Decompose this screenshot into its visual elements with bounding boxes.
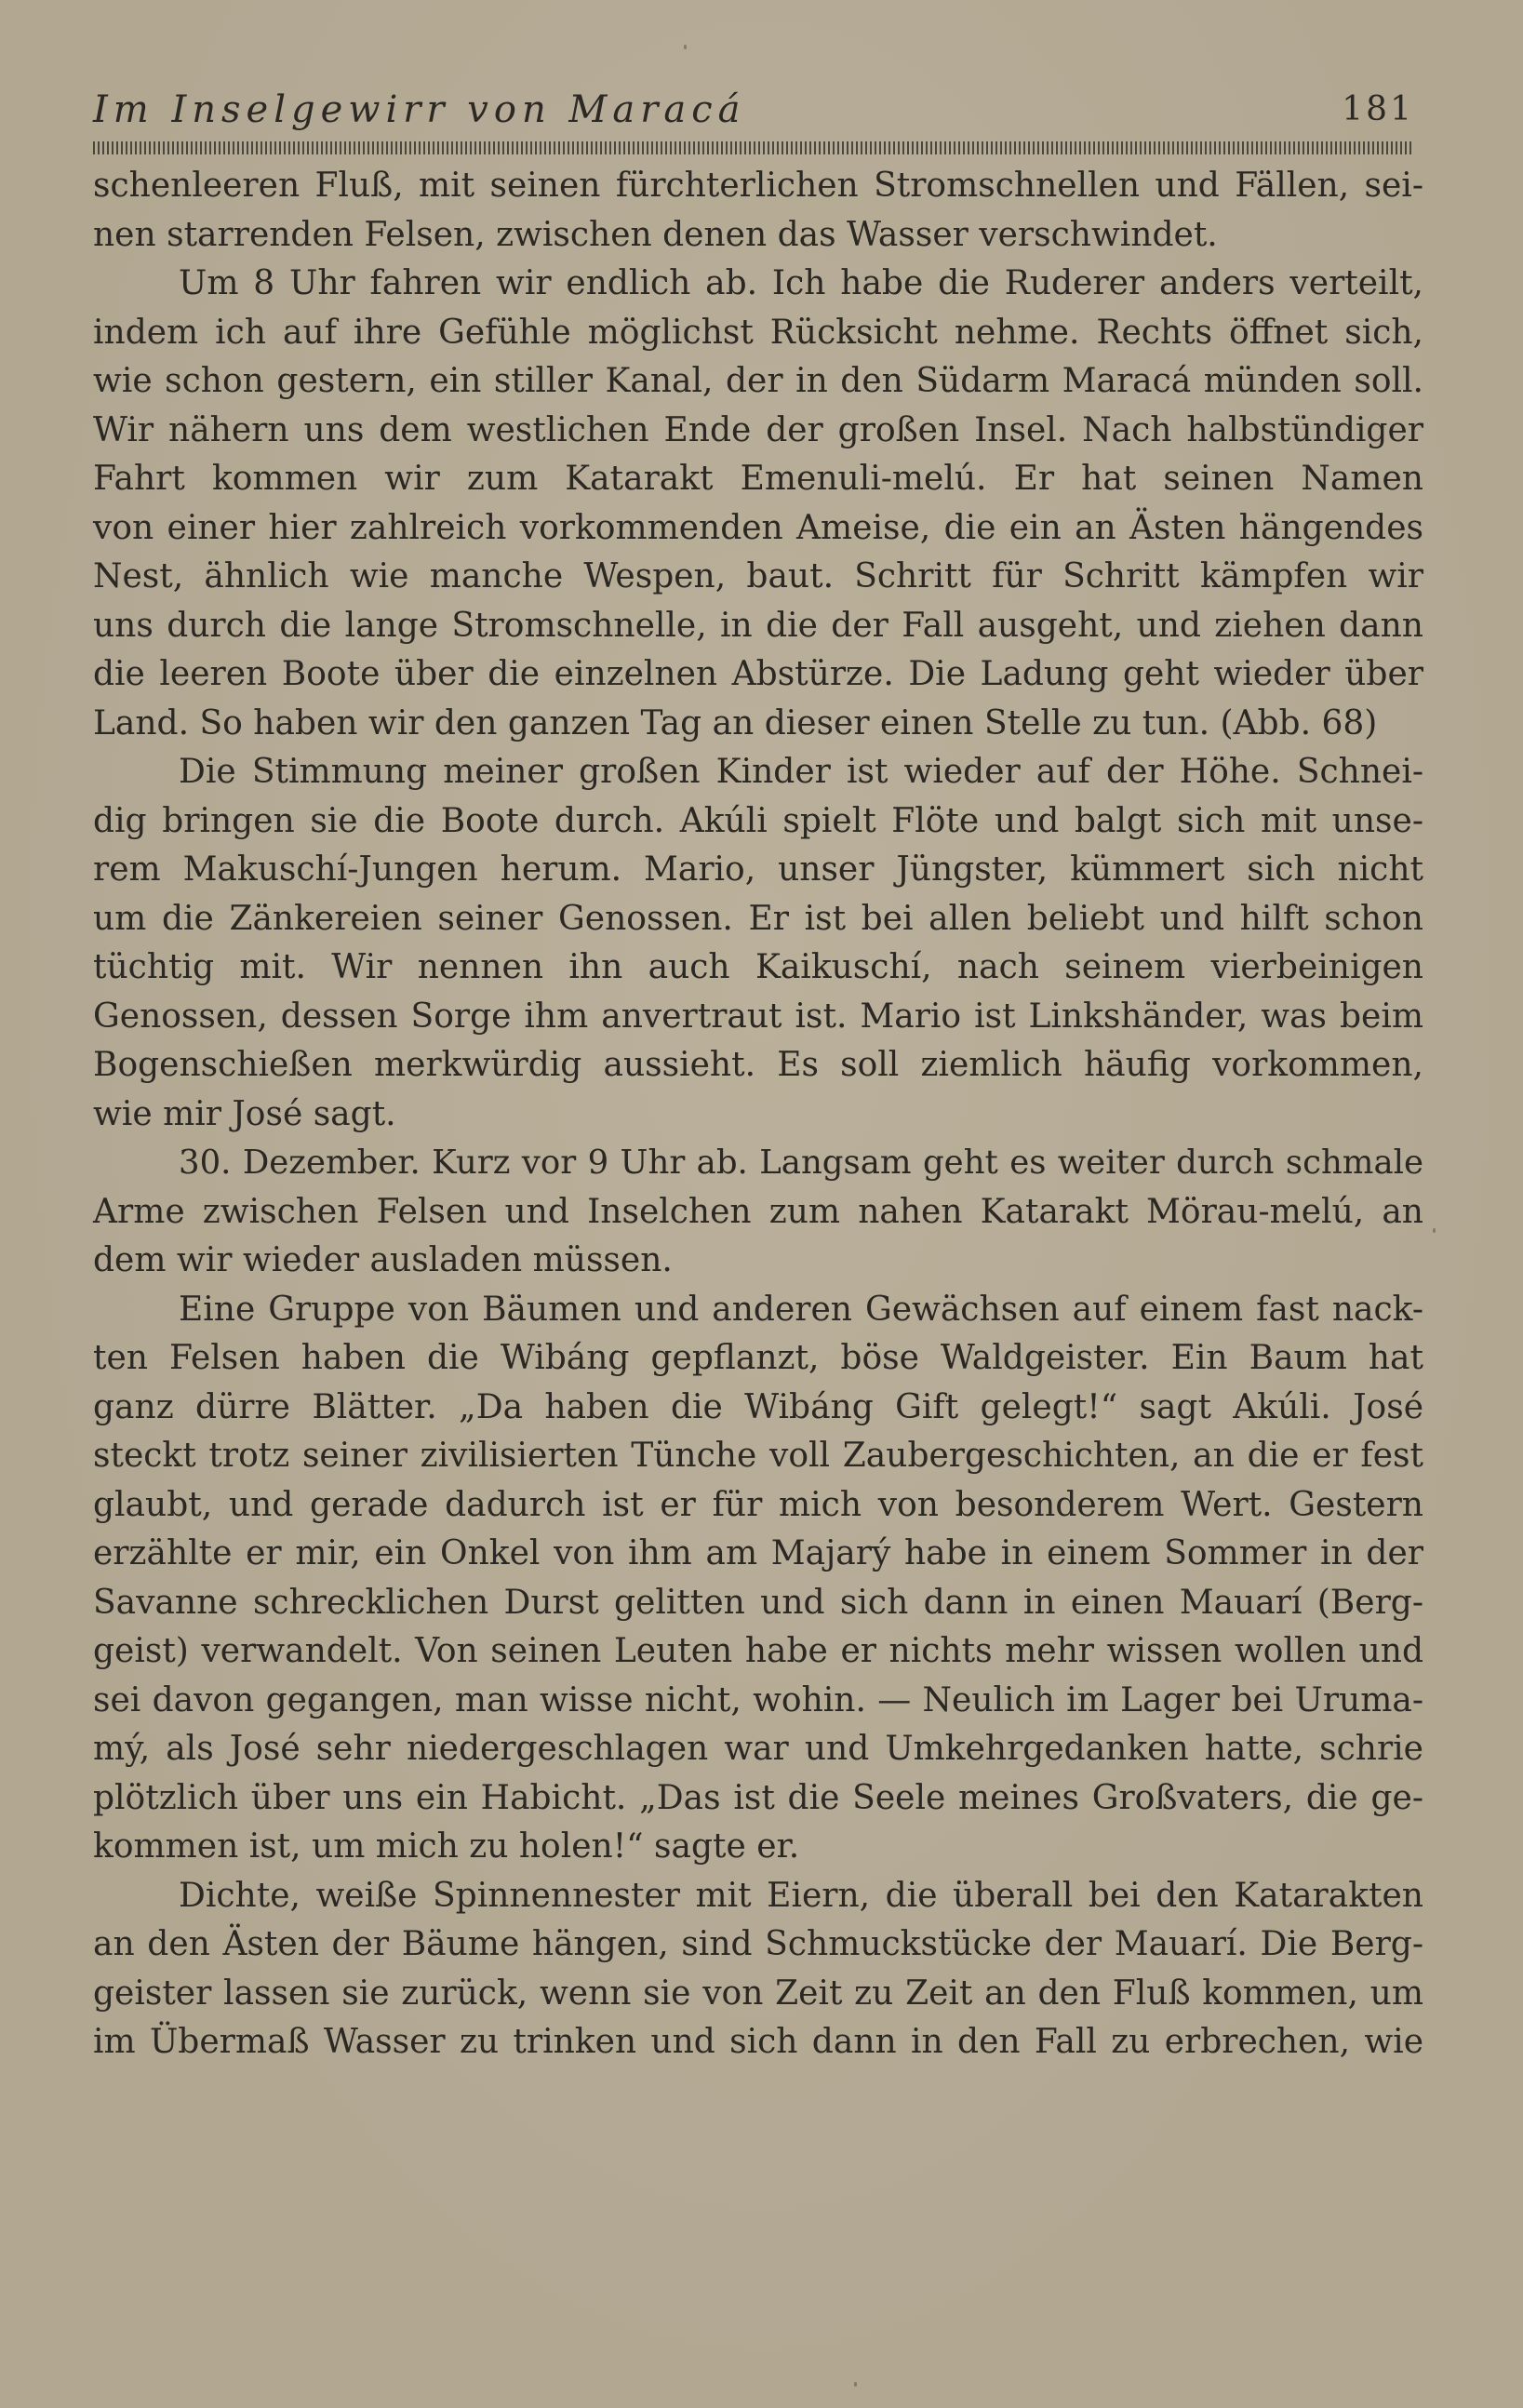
- text-line: nen starrenden Felsen, zwischen denen das Wasser verschwindet.: [93, 215, 1218, 254]
- text-line: Nest, ähnlich wie manche Wespen, baut. Schritt für Schritt kämpfen wir: [93, 557, 1423, 595]
- running-head: [93, 88, 1414, 144]
- text-line: im Übermaß Wasser zu trinken und sich dann in den Fall zu erbrechen, wie: [93, 2023, 1423, 2061]
- page-number: 181: [1342, 90, 1414, 128]
- paper-speck: [684, 45, 687, 49]
- header-rule: [93, 141, 1414, 154]
- text-line: kommen ist, um mich zu holen!“ sagte er.: [93, 1827, 800, 1866]
- text-line: glaubt, und gerade dadurch ist er für mich von besonderem Wert. Gestern: [93, 1485, 1423, 1524]
- text-line: ten Felsen haben die Wibáng gepflanzt, böse Waldgeister. Ein Baum hat: [93, 1339, 1423, 1377]
- text-line: Dichte, weiße Spinnennester mit Eiern, die überall bei den Katarakten: [179, 1876, 1423, 1915]
- text-line: Savanne schrecklichen Durst gelitten und sich dann in einen Mauarí (Berg-: [93, 1583, 1423, 1622]
- text-line: uns durch die lange Stromschnelle, in die der Fall ausgeht, und ziehen dann: [93, 606, 1423, 645]
- text-line: geist) verwandelt. Von seinen Leuten habe er nichts mehr wissen wollen und: [93, 1632, 1423, 1670]
- text-line: ganz dürre Blätter. „Da haben die Wibáng Gift gelegt!“ sagt Akúli. José: [93, 1387, 1423, 1426]
- text-line: geister lassen sie zurück, wenn sie von Zeit zu Zeit an den Fluß kommen, um: [93, 1973, 1423, 2013]
- text-line: indem ich auf ihre Gefühle möglichst Rücksicht nehme. Rechts öffnet sich,: [93, 313, 1423, 352]
- paper-speck: [854, 2382, 857, 2387]
- text-line: Um 8 Uhr fahren wir endlich ab. Ich habe die Ruderer anders verteilt,: [179, 264, 1423, 302]
- running-title: Im Inselgewirr von Maracá: [93, 88, 746, 131]
- text-line: Genossen, dessen Sorge ihm anvertraut ist. Mario ist Linkshänder, was beim: [93, 997, 1423, 1036]
- text-line: dem wir wieder ausladen müssen.: [93, 1241, 673, 1279]
- text-line: von einer hier zahlreich vorkommenden Ameise, die ein an Ästen hängendes: [93, 508, 1423, 547]
- text-line: steckt trotz seiner zivilisierten Tünche voll Zaubergeschichten, an die er fest: [93, 1437, 1423, 1475]
- text-line: wie mir José sagt.: [93, 1094, 396, 1133]
- text-line: wie schon gestern, ein stiller Kanal, der in den Südarm Maracá münden soll.: [93, 362, 1423, 400]
- text-line: plötzlich über uns ein Habicht. „Das ist die Seele meines Großvaters, die ge-: [93, 1778, 1423, 1817]
- text-line: Wir nähern uns dem westlichen Ende der großen Insel. Nach halbstündiger: [93, 410, 1423, 449]
- text-line: Land. So haben wir den ganzen Tag an dieser einen Stelle zu tun. (Abb. 68): [93, 703, 1378, 742]
- text-line: tüchtig mit. Wir nennen ihn auch Kaikuschí, nach seinem vierbeinigen: [93, 948, 1423, 986]
- text-line: schenleeren Fluß, mit seinen fürchterlichen Stromschnellen und Fällen, sei-: [93, 167, 1423, 205]
- text-line: Fahrt kommen wir zum Katarakt Emenuli-melú. Er hat seinen Namen: [93, 460, 1423, 498]
- text-line: erzählte er mir, ein Onkel von ihm am Majarý habe in einem Sommer in der: [93, 1534, 1423, 1572]
- text-line: 30. Dezember. Kurz vor 9 Uhr ab. Langsam geht es weiter durch schmale: [179, 1144, 1423, 1182]
- text-line: um die Zänkereien seiner Genossen. Er ist bei allen beliebt und hilft schon: [93, 899, 1423, 938]
- body-text: [93, 162, 1423, 2067]
- text-line: rem Makuschí-Jungen herum. Mario, unser Jüngster, kümmert sich nicht: [93, 850, 1423, 889]
- paper-speck: [1433, 1228, 1436, 1233]
- text-line: sei davon gegangen, man wisse nicht, wohin. — Neulich im Lager bei Uruma-: [93, 1680, 1423, 1719]
- text-line: Die Stimmung meiner großen Kinder ist wieder auf der Höhe. Schnei-: [179, 753, 1423, 791]
- text-line: mý, als José sehr niedergeschlagen war und Umkehrgedanken hatte, schrie: [93, 1730, 1423, 1768]
- text-line: dig bringen sie die Boote durch. Akúli spielt Flöte und balgt sich mit unse-: [93, 801, 1423, 840]
- text-line: die leeren Boote über die einzelnen Abstürze. Die Ladung geht wieder über: [93, 655, 1423, 693]
- text-line: Arme zwischen Felsen und Inselchen zum nahen Katarakt Mörau-melú, an: [93, 1192, 1423, 1231]
- text-line: Eine Gruppe von Bäumen und anderen Gewächsen auf einem fast nack-: [179, 1290, 1423, 1329]
- text-line: Bogenschießen merkwürdig aussieht. Es soll ziemlich häufig vorkommen,: [93, 1046, 1423, 1084]
- text-line: an den Ästen der Bäume hängen, sind Schmuckstücke der Mauarí. Die Berg-: [93, 1925, 1423, 1963]
